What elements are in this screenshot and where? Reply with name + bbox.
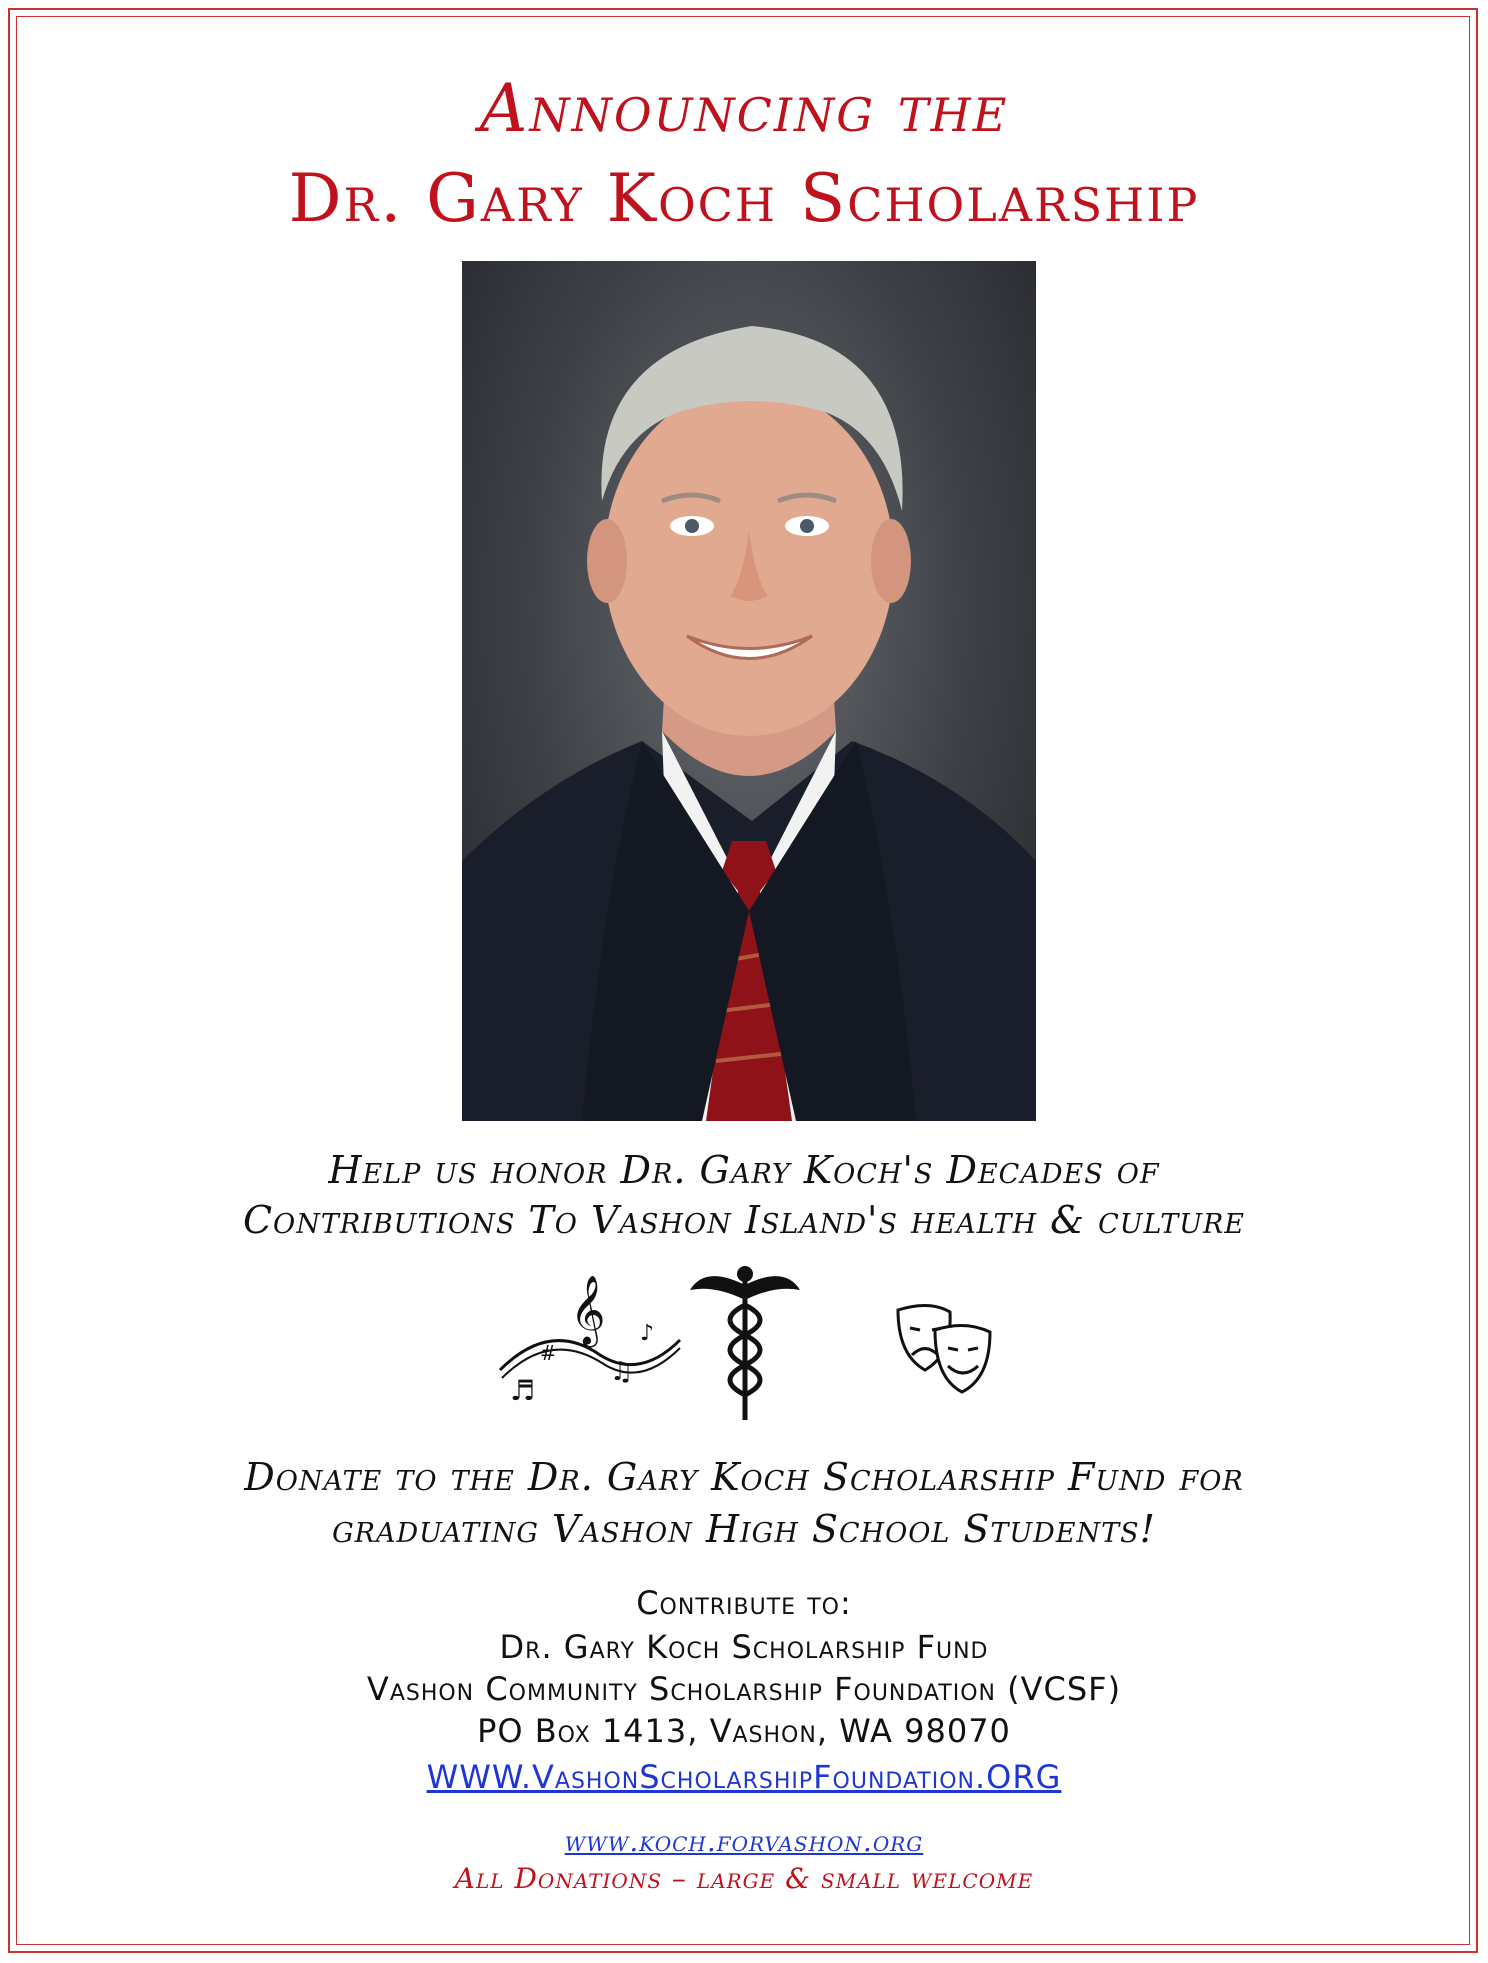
svg-text:♪: ♪ (640, 1321, 655, 1346)
contribute-heading: Contribute to: (636, 1584, 852, 1622)
foundation-name: Vashon Community Scholarship Foundation (VCSF) (366, 1670, 1122, 1708)
title-line-2: Dr. Gary Koch Scholarship (288, 160, 1200, 237)
fund-name: Dr. Gary Koch Scholarship Fund (499, 1628, 989, 1666)
portrait-photo (462, 261, 1036, 1121)
icon-row (490, 1260, 1010, 1430)
honor-line-2: Contributions To Vashon Island's health & culture (242, 1198, 1246, 1242)
donate-line-2: graduating Vashon High School Students! (332, 1507, 1156, 1551)
honor-line-1: Help us honor Dr. Gary Koch's Decades of (328, 1148, 1160, 1192)
svg-text:♬: ♬ (510, 1374, 536, 1407)
title-line-1: Announcing the (479, 70, 1009, 147)
svg-text:♫: ♫ (610, 1357, 634, 1387)
foundation-website-link[interactable]: WWW.VashonScholarshipFoundation.ORG (426, 1758, 1062, 1796)
theater-masks-icon (890, 1300, 1000, 1410)
koch-website-link[interactable]: www.koch.forvashon.org (564, 1825, 924, 1858)
svg-text:#: # (540, 1341, 557, 1365)
svg-text:𝄞: 𝄞 (570, 1275, 606, 1345)
caduceus-icon (690, 1260, 800, 1420)
donate-line-1: Donate to the Dr. Gary Koch Scholarship Fund for (244, 1455, 1244, 1499)
donations-welcome-text: All Donations – large & small welcome (454, 1862, 1034, 1895)
mailing-address: PO Box 1413, Vashon, WA 98070 (477, 1712, 1011, 1750)
